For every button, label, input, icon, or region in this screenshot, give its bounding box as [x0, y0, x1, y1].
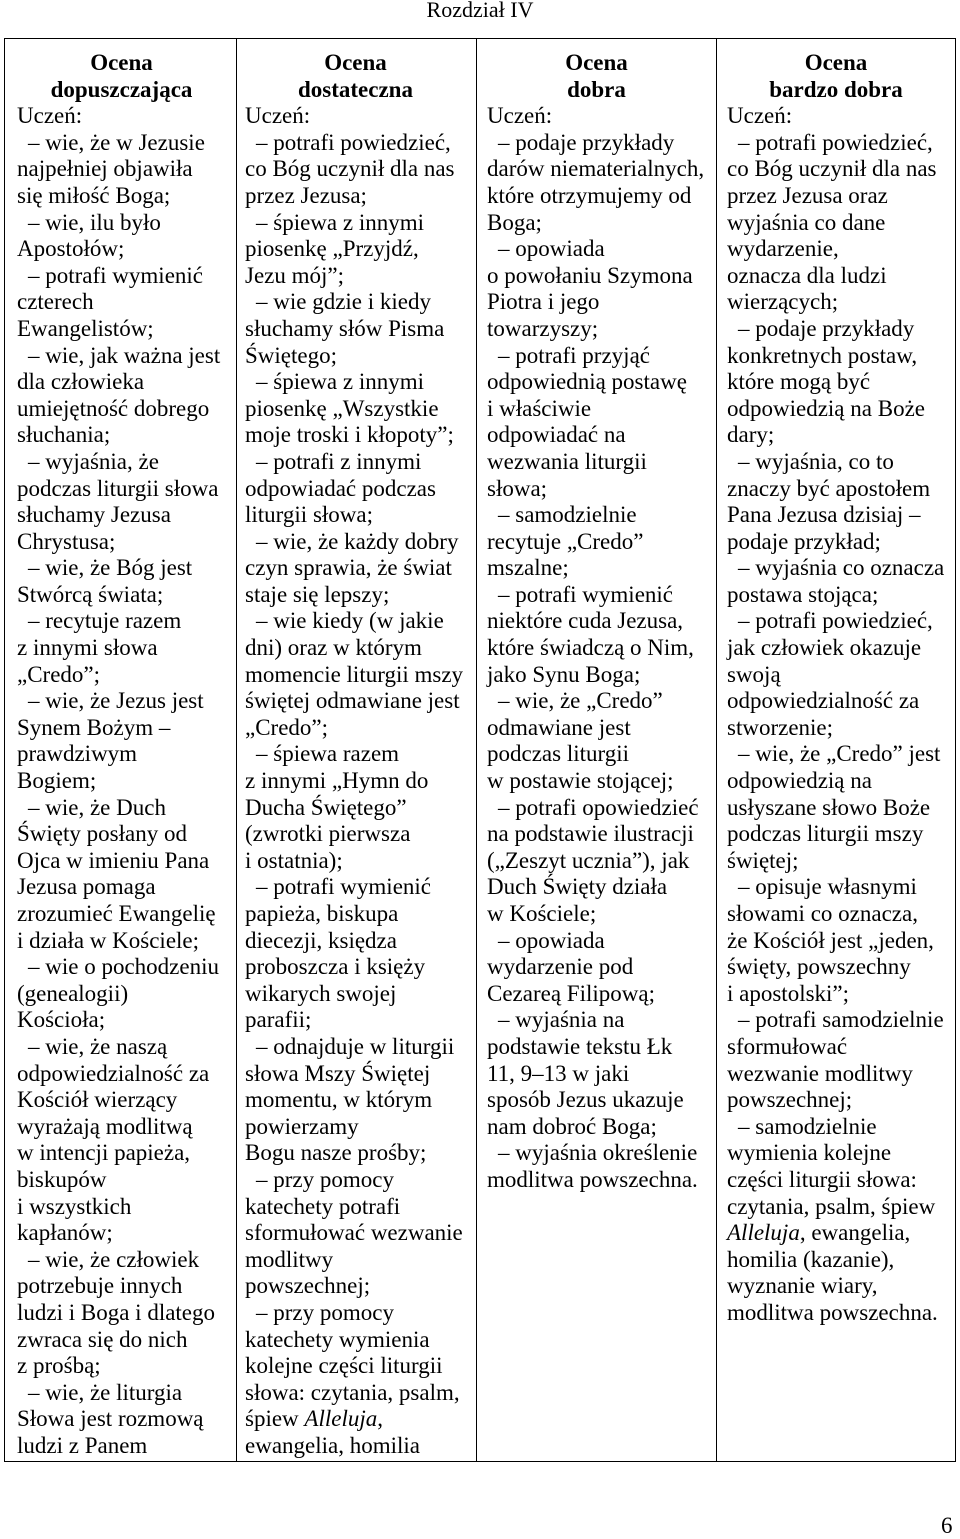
- text-line: wymienia kolejne: [727, 1140, 892, 1166]
- text-line: swoją: [727, 661, 781, 687]
- text-line: odpowiedzią na: [727, 768, 872, 794]
- text-line: – wie, że człowiek: [28, 1246, 200, 1272]
- text-line: modlitwa powszechna.: [727, 1299, 938, 1325]
- text-line: – opowiada: [498, 236, 605, 262]
- text-line: – wie, że Bóg jest: [28, 555, 193, 581]
- text-line: (zwrotki pierwsza: [245, 821, 411, 847]
- text-line: Ewangelistów;: [17, 315, 154, 341]
- text-line: odpowiedzią na Boże: [727, 395, 925, 421]
- text-line: sposób Jezus ukazuje: [487, 1087, 684, 1113]
- text-line: na podstawie ilustracji: [487, 821, 694, 847]
- text-line: – potrafi z innymi: [256, 448, 422, 474]
- text-line: umiejętność dobrego: [17, 395, 210, 421]
- column-heading: [17, 50, 232, 103]
- text-line: jak człowiek okazuje: [727, 635, 922, 661]
- text-line: diecezji, księdza: [245, 927, 397, 953]
- text-line: towarzyszy;: [487, 315, 599, 341]
- text-line: w Kościele;: [487, 901, 597, 926]
- text-line: Bogiem;: [17, 768, 97, 794]
- text-line: – wie o pochodzeniu: [28, 954, 219, 980]
- text-line: co Bóg uczynił dla nas: [245, 156, 455, 182]
- text-line: Synem Bożym –: [17, 714, 171, 740]
- text-line: słowami co oznacza,: [727, 901, 918, 926]
- text-line: odpowiednią postawę: [487, 369, 687, 395]
- text-line: odpowiedzialność za: [17, 1060, 210, 1086]
- text-line: w intencji papieża,: [17, 1140, 191, 1166]
- text-line: („Zeszyt ucznia”), jak: [487, 847, 690, 873]
- text-line: Święty posłany od: [17, 821, 187, 847]
- text-line: mszalne;: [487, 555, 569, 581]
- column-heading: [727, 50, 951, 103]
- text-line: jako Synu Boga;: [487, 661, 641, 687]
- text-line: Świętego;: [245, 342, 337, 368]
- heading-line-top: Ocena: [565, 50, 628, 75]
- text-line: – przy pomocy: [256, 1299, 394, 1325]
- text-line: wikarych swojej: [245, 980, 397, 1006]
- text-line: Uczeń:: [487, 103, 553, 129]
- heading-line-bottom: bardzo dobra: [769, 76, 903, 102]
- text-line: usłyszane słowo Boże: [727, 794, 931, 820]
- text-line: przez Jezusa;: [245, 182, 367, 208]
- text-line: odmawiane jest: [487, 714, 631, 740]
- text-line: sformułować: [727, 1033, 848, 1059]
- text-line: – wyjaśnia co oznacza: [738, 555, 945, 581]
- text-line: się miłość Boga;: [17, 182, 171, 208]
- text-line: – przy pomocy: [256, 1166, 394, 1192]
- text-line: staje się lepszy;: [245, 581, 390, 607]
- text-line: słowa: czytania, psalm,: [245, 1379, 460, 1405]
- text-line: wierzących;: [727, 289, 839, 315]
- text-line: – śpiewa z innymi: [256, 209, 424, 235]
- text-line: podstawie tekstu Łk: [487, 1033, 673, 1059]
- text-line: – opisuje własnymi: [738, 874, 917, 900]
- text-line: i apostolski”;: [727, 980, 850, 1006]
- text-line: kolejne części liturgii: [245, 1353, 443, 1379]
- text-line: słuchania;: [17, 422, 111, 448]
- text-line: Uczeń:: [245, 103, 311, 129]
- text-line: Chrystusa;: [17, 528, 116, 554]
- text-line: – potrafi samodzielnie: [738, 1007, 944, 1033]
- text-segment: , ewangelia,: [799, 1220, 911, 1246]
- column-ocena-dostateczna: [237, 39, 477, 1461]
- heading-line-top: Ocena: [324, 50, 387, 75]
- text-line: ludzi z Panem: [17, 1432, 148, 1458]
- text-line: czterech: [17, 289, 94, 315]
- text-line: wydarzenie,: [727, 236, 839, 262]
- text-line: – wie, że w Jezusie: [28, 129, 205, 155]
- text-line: „Credo”;: [245, 714, 329, 740]
- text-line: piosenkę „Wszystkie: [245, 395, 439, 421]
- text-segment: śpiew: [245, 1406, 305, 1432]
- text-line: – samodzielnie: [498, 502, 637, 528]
- text-line: słowa Mszy Świętej: [245, 1060, 431, 1086]
- text-line: Pana Jezusa dzisiaj –: [727, 502, 921, 528]
- text-line: podczas liturgii mszy: [727, 821, 924, 847]
- column-body: [487, 103, 712, 1193]
- text-line: ludzi i Boga i dlatego: [17, 1299, 216, 1325]
- text-line: słuchamy Jezusa: [17, 502, 171, 528]
- column-body: [17, 103, 232, 1459]
- text-line: – wyjaśnia określenie: [498, 1140, 698, 1166]
- text-line: – śpiewa z innymi: [256, 369, 424, 395]
- text-line: piosenkę „Przyjdź,: [245, 236, 419, 262]
- text-line: – wie kiedy (w jakie: [256, 608, 444, 634]
- text-line: – wyjaśnia na: [498, 1007, 625, 1033]
- text-line: papieża, biskupa: [245, 901, 399, 926]
- text-line: i działa w Kościele;: [17, 927, 200, 953]
- italic-text-segment: Alleluja: [727, 1220, 800, 1246]
- heading-line-bottom: dobra: [567, 76, 626, 102]
- column-body: [245, 103, 472, 1459]
- text-line: zwraca się do nich: [17, 1326, 188, 1352]
- text-line: potrzebuje innych: [17, 1273, 183, 1299]
- text-line: Apostołów;: [17, 236, 125, 262]
- text-line: dla człowieka: [17, 369, 145, 395]
- text-line: ewangelia, homilia: [245, 1432, 420, 1458]
- text-line: biskupów: [17, 1166, 107, 1192]
- text-line: katechety potrafi: [245, 1193, 401, 1219]
- column-heading: [487, 50, 712, 103]
- text-line: recytuje „Credo”: [487, 528, 644, 554]
- text-line: postawa stojąca;: [727, 581, 879, 607]
- text-line: z innymi słowa: [17, 635, 158, 661]
- text-line: – potrafi wymienić: [28, 262, 204, 288]
- text-line: – wyjaśnia, co to: [738, 448, 894, 474]
- heading-line-top: Ocena: [804, 50, 868, 75]
- text-line: Ojca w imieniu Pana: [17, 847, 210, 873]
- heading-line-bottom: dostateczna: [298, 76, 413, 102]
- text-line: i ostatnia);: [245, 847, 343, 873]
- text-line: Ducha Świętego”: [245, 794, 407, 820]
- text-line: powszechnej;: [727, 1087, 853, 1113]
- text-line: wyrażają modlitwą: [17, 1113, 193, 1139]
- text-line: dni) oraz w którym: [245, 635, 422, 661]
- text-line: z prośbą;: [17, 1353, 101, 1379]
- text-line: – potrafi wymienić: [498, 581, 674, 607]
- text-line: – wie, że każdy dobry: [256, 528, 459, 554]
- text-line: Jezu mój”;: [245, 262, 344, 288]
- text-line: moje troski i kłopoty”;: [245, 422, 454, 448]
- text-line: proboszcza i księży: [245, 954, 426, 980]
- text-line: Bogu nasze prośby;: [245, 1140, 427, 1166]
- text-line: stworzenie;: [727, 714, 834, 740]
- text-line: Jezusa pomaga: [17, 874, 156, 900]
- text-line: i wszystkich: [17, 1193, 132, 1219]
- text-line: sformułować wezwanie: [245, 1220, 463, 1246]
- column-ocena-dobra: [477, 39, 717, 1461]
- text-line: niektóre cuda Jezusa,: [487, 608, 684, 634]
- text-line: Uczeń:: [17, 103, 83, 129]
- italic-text-segment: Alleluja: [304, 1406, 378, 1432]
- text-line: i właściwie: [487, 395, 592, 421]
- text-line: Kościół wierzący: [17, 1087, 178, 1113]
- text-line: z innymi „Hymn do: [245, 768, 429, 794]
- column-ocena-bardzo-dobra: [717, 39, 955, 1461]
- column-heading: [245, 50, 472, 103]
- text-line: homilia (kazanie),: [727, 1246, 895, 1272]
- text-line: Piotra i jego: [487, 289, 600, 315]
- text-line: najpełniej objawiła: [17, 156, 193, 182]
- text-line: o powołaniu Szymona: [487, 262, 693, 288]
- text-line: powierzamy: [245, 1113, 359, 1139]
- page-number: 6: [941, 1513, 953, 1538]
- text-line: kapłanów;: [17, 1220, 113, 1246]
- text-line: – opowiada: [498, 927, 605, 953]
- text-line: dary;: [727, 422, 775, 448]
- text-line: – potrafi powiedzieć,: [738, 608, 933, 634]
- text-line: świętej;: [727, 847, 799, 873]
- text-line: – podaje przykłady: [498, 129, 675, 155]
- text-line: wyjaśnia co dane: [727, 209, 886, 235]
- text-line: czyn sprawia, że świat: [245, 555, 452, 581]
- text-line: co Bóg uczynił dla nas: [727, 156, 937, 182]
- text-line: znaczy być apostołem: [727, 475, 931, 501]
- column-body: [727, 103, 951, 1326]
- text-line: odpowiadać podczas: [245, 475, 436, 501]
- text-line: które mogą być: [727, 369, 871, 395]
- text-line: katechety wymienia: [245, 1326, 430, 1352]
- text-line: – potrafi wymienić: [256, 874, 432, 900]
- chapter-title: Rozdział IV: [426, 0, 534, 22]
- text-line: wydarzenie pod: [487, 954, 634, 980]
- text-line: – potrafi opowiedzieć: [498, 794, 699, 820]
- column-ocena-dopuszczajaca: [5, 39, 237, 1461]
- text-line: – recytuje razem: [28, 608, 182, 634]
- heading-line-top: Ocena: [90, 50, 153, 75]
- text-line: – wie, że Duch: [28, 794, 166, 820]
- text-line: – wie, że „Credo” jest: [738, 741, 941, 767]
- text-line: podczas liturgii słowa: [17, 475, 219, 501]
- text-line: części liturgii słowa:: [727, 1166, 917, 1192]
- text-line: Uczeń:: [727, 103, 793, 129]
- text-line: prawdziwym: [17, 741, 138, 767]
- text-line: [245, 1406, 472, 1433]
- text-line: słuchamy słów Pisma: [245, 315, 445, 341]
- text-line: 11, 9–13 w jaki: [487, 1060, 630, 1086]
- text-line: wezwania liturgii: [487, 448, 647, 474]
- text-line: – wie, że Jezus jest: [28, 688, 204, 714]
- text-line: Stwórcą świata;: [17, 581, 164, 607]
- text-line: zrozumieć Ewangelię: [17, 901, 216, 926]
- text-line: „Credo”;: [17, 661, 101, 687]
- text-segment: ,: [377, 1406, 383, 1432]
- text-line: odpowiadać na: [487, 422, 626, 448]
- text-line: słowa;: [487, 475, 548, 501]
- text-line: – wie, jak ważna jest: [28, 342, 221, 368]
- text-line: – śpiewa razem: [256, 741, 400, 767]
- text-line: – potrafi powiedzieć,: [256, 129, 451, 155]
- text-line: konkretnych postaw,: [727, 342, 918, 368]
- text-line: wyznanie wiary,: [727, 1273, 878, 1299]
- text-line: podaje przykład;: [727, 528, 881, 554]
- text-line: – wie, że liturgia: [28, 1379, 183, 1405]
- text-line: odpowiedzialność za: [727, 688, 920, 714]
- text-line: – potrafi przyjąć: [498, 342, 650, 368]
- text-line: Kościoła;: [17, 1007, 106, 1033]
- text-line: – samodzielnie: [738, 1113, 877, 1139]
- text-line: nam dobroć Boga;: [487, 1113, 657, 1139]
- text-line: czytania, psalm, śpiew: [727, 1193, 936, 1219]
- text-line: święty, powszechny: [727, 954, 911, 980]
- text-line: – potrafi powiedzieć,: [738, 129, 933, 155]
- text-line: (genealogii): [17, 980, 129, 1006]
- text-line: – wie, ilu było: [28, 209, 161, 235]
- text-line: momentu, w którym: [245, 1087, 433, 1113]
- text-line: wezwanie modlitwy: [727, 1060, 913, 1086]
- text-line: które świadczą o Nim,: [487, 635, 694, 661]
- text-line: Duch Święty działa: [487, 874, 668, 900]
- text-line: darów niematerialnych,: [487, 156, 705, 182]
- text-line: [727, 1220, 951, 1247]
- text-line: – odnajduje w liturgii: [256, 1033, 455, 1059]
- text-line: przez Jezusa oraz: [727, 182, 888, 208]
- text-line: Cezareą Filipową;: [487, 980, 655, 1006]
- text-line: – wie, że naszą: [28, 1033, 168, 1059]
- text-line: podczas liturgii: [487, 741, 630, 767]
- text-line: momencie liturgii mszy: [245, 661, 464, 687]
- text-line: świętej odmawiane jest: [245, 688, 460, 714]
- text-line: – wie gdzie i kiedy: [256, 289, 432, 315]
- text-line: Boga;: [487, 209, 542, 235]
- text-line: w postawie stojącej;: [487, 768, 674, 794]
- text-line: parafii;: [245, 1007, 312, 1033]
- text-line: – wyjaśnia, że: [28, 448, 159, 474]
- text-line: – podaje przykłady: [738, 315, 915, 341]
- text-line: – wie, że „Credo”: [498, 688, 663, 714]
- text-line: oznacza dla ludzi: [727, 262, 887, 288]
- text-line: powszechnej;: [245, 1273, 371, 1299]
- heading-line-bottom: dopuszczająca: [50, 76, 193, 102]
- text-line: liturgii słowa;: [245, 502, 373, 528]
- text-line: modlitwy: [245, 1246, 334, 1272]
- text-line: że Kościół jest „jeden,: [727, 927, 934, 953]
- text-line: modlitwa powszechna.: [487, 1166, 698, 1192]
- text-line: Słowa jest rozmową: [17, 1406, 204, 1432]
- text-line: które otrzymujemy od: [487, 182, 692, 208]
- grading-table: [4, 38, 956, 1462]
